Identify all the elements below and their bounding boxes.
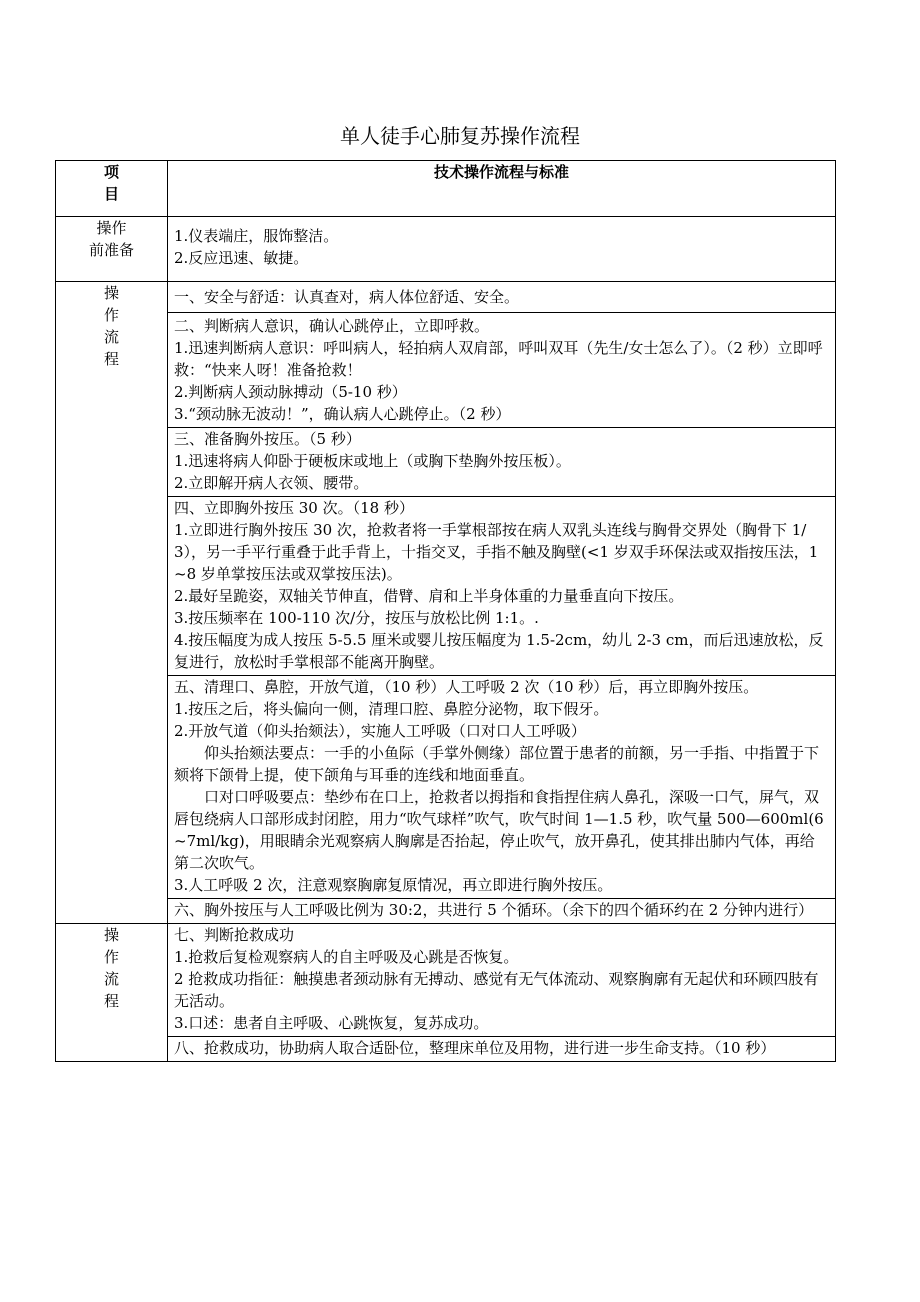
text-line: 1.仪表端庄，服饰整洁。 <box>174 227 339 245</box>
label-char: 作 <box>103 948 119 966</box>
step-row <box>56 924 836 1037</box>
step-cell <box>168 924 836 1037</box>
text-line: 七、判断抢救成功 <box>174 926 295 944</box>
section1-label <box>56 282 168 924</box>
step-cell <box>168 313 836 428</box>
text-line: 2.立即解开病人衣领、腰带。 <box>174 474 369 492</box>
text-line: 五、清理口、鼻腔，开放气道，（10 秒）人工呼吸 2 次（10 秒）后，再立即胸外按压。 <box>174 678 759 696</box>
text-line: 1.立即进行胸外按压 30 次，抢救者将一手掌根部按在病人双乳头连线与胸骨交界处（胸骨下 1/3），另一手平行重叠于此手背上，十指交叉，手指不触及胸壁(<1 岁双手环保法或双指按压法，1~8 岁单掌按压法或双掌按压法)。 <box>174 521 819 583</box>
text-line: 1.迅速将病人仰卧于硬板床或地上（或胸下垫胸外按压板）。 <box>174 452 571 470</box>
header-item-line: 项 <box>103 163 119 181</box>
section2-label <box>56 924 168 1062</box>
header-standard: 技术操作流程与标准 <box>168 161 836 217</box>
label-char: 流 <box>103 970 119 988</box>
prep-label-line: 前准备 <box>88 241 134 259</box>
step-cell <box>168 676 836 899</box>
text-line: 口对口呼吸要点：垫纱布在口上，抢救者以拇指和食指捏住病人鼻孔，深吸一口气，屏气，双唇包绕病人口部形成封闭腔，用力“吹气球样”吹气，吹气时间 1—1.5 秒，吹气量 500—600ml(6~7ml/kg)，用眼睛余光观察病人胸廓是否抬起，停止吹气，放开鼻孔，使其排出肺内气体，再给第二次吹气。 <box>174 788 824 872</box>
step-row <box>56 313 836 428</box>
text-line: 三、准备胸外按压。（5 秒） <box>174 430 361 448</box>
prep-label-line: 操作 <box>96 219 127 237</box>
prep-content <box>168 217 836 282</box>
step-cell <box>168 1037 836 1062</box>
text-line: 2 抢救成功指征：触摸患者颈动脉有无搏动、感觉有无气体流动、观察胸廓有无起伏和环顾四肢有无活动。 <box>174 970 819 1010</box>
header-item <box>56 161 168 217</box>
label-char: 操 <box>103 926 119 944</box>
text-line: 3.口述：患者自主呼吸、心跳恢复，复苏成功。 <box>174 1014 489 1032</box>
procedure-table <box>55 160 836 1062</box>
text-line: 2.最好呈跪姿，双轴关节伸直，借臂、肩和上半身体重的力量垂直向下按压。 <box>174 587 684 605</box>
label-char: 程 <box>103 350 119 368</box>
text-line: 2.反应迅速、敏捷。 <box>174 249 309 267</box>
text-line: 3.人工呼吸 2 次，注意观察胸廓复原情况，再立即进行胸外按压。 <box>174 876 613 894</box>
text-line: 八、抢救成功，协助病人取合适卧位，整理床单位及用物，进行进一步生命支持。（10 秒） <box>174 1039 776 1057</box>
text-line: 六、胸外按压与人工呼吸比例为 30:2，共进行 5 个循环。（余下的四个循环约在 2 分钟内进行） <box>174 901 814 919</box>
step-row <box>56 1037 836 1062</box>
text-line: 二、判断病人意识，确认心跳停止，立即呼救。 <box>174 317 490 335</box>
page-title: 单人徒手心肺复苏操作流程 <box>340 124 580 148</box>
table-header-row <box>56 161 836 217</box>
step-row <box>56 899 836 924</box>
step-cell <box>168 428 836 497</box>
prep-row <box>56 217 836 282</box>
step-row <box>56 428 836 497</box>
prep-label <box>56 217 168 282</box>
label-char: 作 <box>103 306 119 324</box>
header-item-line: 目 <box>103 185 119 203</box>
text-line: 3.“颈动脉无波动！”，确认病人心跳停止。（2 秒） <box>174 405 511 423</box>
text-line: 2.判断病人颈动脉搏动（5-10 秒） <box>174 383 407 401</box>
text-line: 3.按压频率在 100-110 次/分，按压与放松比例 1:1。. <box>174 609 539 627</box>
text-line: 仰头抬颏法要点：一手的小鱼际（手掌外侧缘）部位置于患者的前额，另一手指、中指置于下颏将下颌骨上提，使下颌角与耳垂的连线和地面垂直。 <box>174 744 820 784</box>
step-cell <box>168 282 836 313</box>
label-char: 操 <box>103 284 119 302</box>
step-row <box>56 282 836 313</box>
step-cell <box>168 899 836 924</box>
text-line: 四、立即胸外按压 30 次。（18 秒） <box>174 499 414 517</box>
step-row <box>56 497 836 676</box>
step-cell <box>168 497 836 676</box>
text-line: 1.按压之后，将头偏向一侧，清理口腔、鼻腔分泌物，取下假牙。 <box>174 700 609 718</box>
label-char: 程 <box>103 992 119 1010</box>
text-line: 1.抢救后复检观察病人的自主呼吸及心跳是否恢复。 <box>174 948 519 966</box>
step-row <box>56 676 836 899</box>
label-char: 流 <box>103 328 119 346</box>
text-line: 一、安全与舒适：认真查对，病人体位舒适、安全。 <box>174 288 520 306</box>
text-line: 1.迅速判断病人意识：呼叫病人，轻拍病人双肩部，呼叫双耳（先生/女士怎么了）。（2 秒）立即呼救：“快来人呀！准备抢救！ <box>174 339 823 379</box>
text-line: 4.按压幅度为成人按压 5-5.5 厘米或婴儿按压幅度为 1.5-2cm，幼儿 2-3 cm，而后迅速放松，反复进行，放松时手掌根部不能离开胸壁。 <box>174 631 824 671</box>
text-line: 2.开放气道（仰头抬颏法），实施人工呼吸（口对口人工呼吸） <box>174 722 586 740</box>
